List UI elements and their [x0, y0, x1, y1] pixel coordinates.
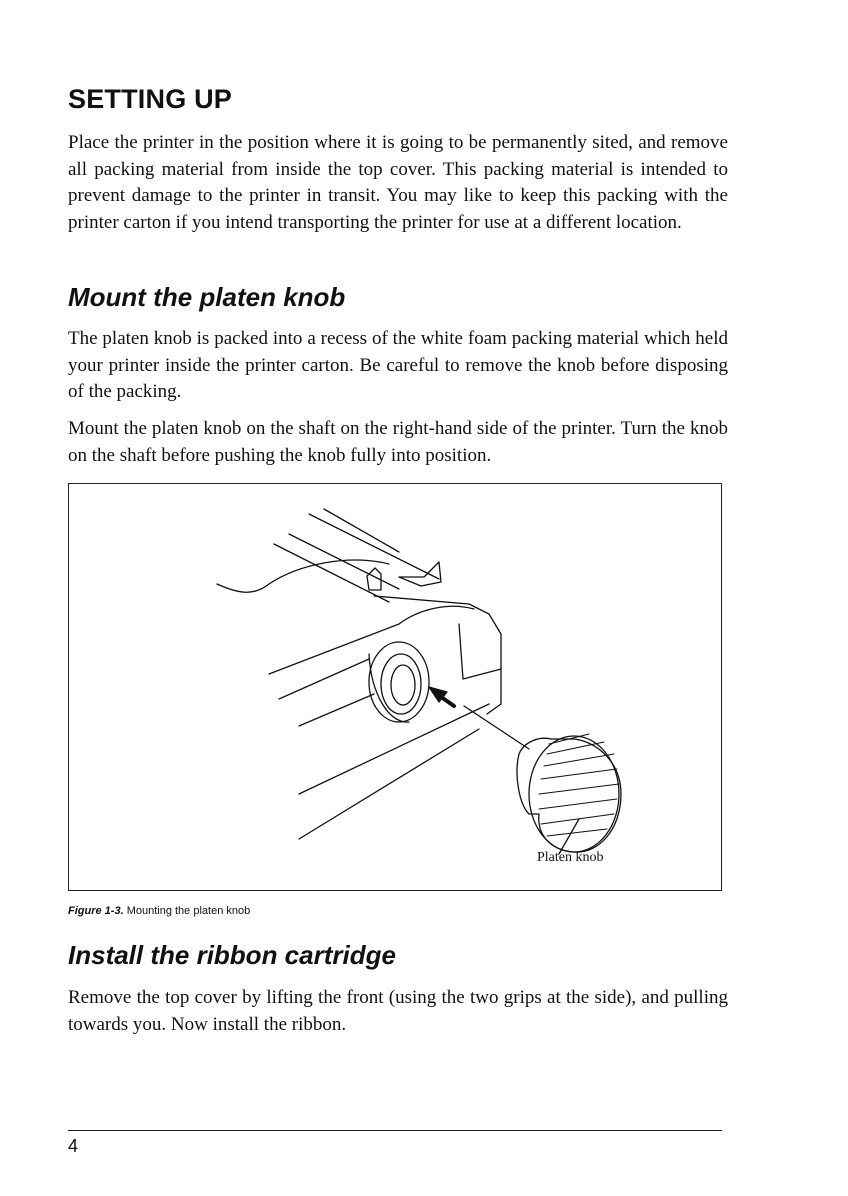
platen-paragraph-2: Mount the platen knob on the shaft on the right-hand side of the printer. Turn the knob on the shaft before pushing the knob fully into position. [68, 418, 728, 466]
shaft-housing-inner [391, 665, 415, 705]
alignment-line [464, 706, 529, 749]
corner [487, 704, 501, 714]
knob-ridges [539, 734, 619, 836]
intro-paragraph: Place the printer in the position where it is going to be permanently sited, and remove all packing material from inside the top cover. This packing material is intended to prevent damage to the printer in transit. You may like to keep this packing with the printer carton if you intend transporting the printer for use at a different location. [68, 132, 728, 233]
side-curve [399, 606, 474, 624]
housing-shadow [369, 654, 409, 722]
body-line-1 [269, 624, 399, 674]
ribbon-paragraph: Remove the top cover by lifting the front (using the two grips at the side), and pulling towards you. Now install the ribbon. [68, 987, 728, 1035]
footer-rule [68, 1130, 722, 1131]
caption-text: Mounting the platen knob [126, 905, 251, 917]
caption-label: Figure 1-3. [68, 905, 124, 917]
figure-caption [68, 905, 250, 917]
ribbon-heading: Install the ribbon cartridge [68, 940, 396, 970]
platen-paragraph-1: The platen knob is packed into a recess of the white foam packing material which held your printer inside the printer carton. Be careful to remove the knob before disposing of the packing. [68, 328, 728, 402]
side-panel [459, 624, 501, 679]
top-line-4 [324, 509, 399, 552]
body-line-5 [299, 729, 479, 839]
figure-frame [68, 483, 722, 891]
platen-knob-label: Platen knob [537, 850, 604, 865]
cover-curve [217, 584, 269, 592]
section-title: SETTING UP [68, 84, 233, 114]
side-top-edge [374, 596, 501, 704]
platen-heading: Mount the platen knob [68, 282, 346, 312]
release-tab [399, 562, 441, 586]
page-number: 4 [68, 1136, 79, 1156]
body-line-3 [299, 694, 374, 726]
callout-leader [559, 819, 579, 854]
printer-illustration [69, 484, 723, 892]
